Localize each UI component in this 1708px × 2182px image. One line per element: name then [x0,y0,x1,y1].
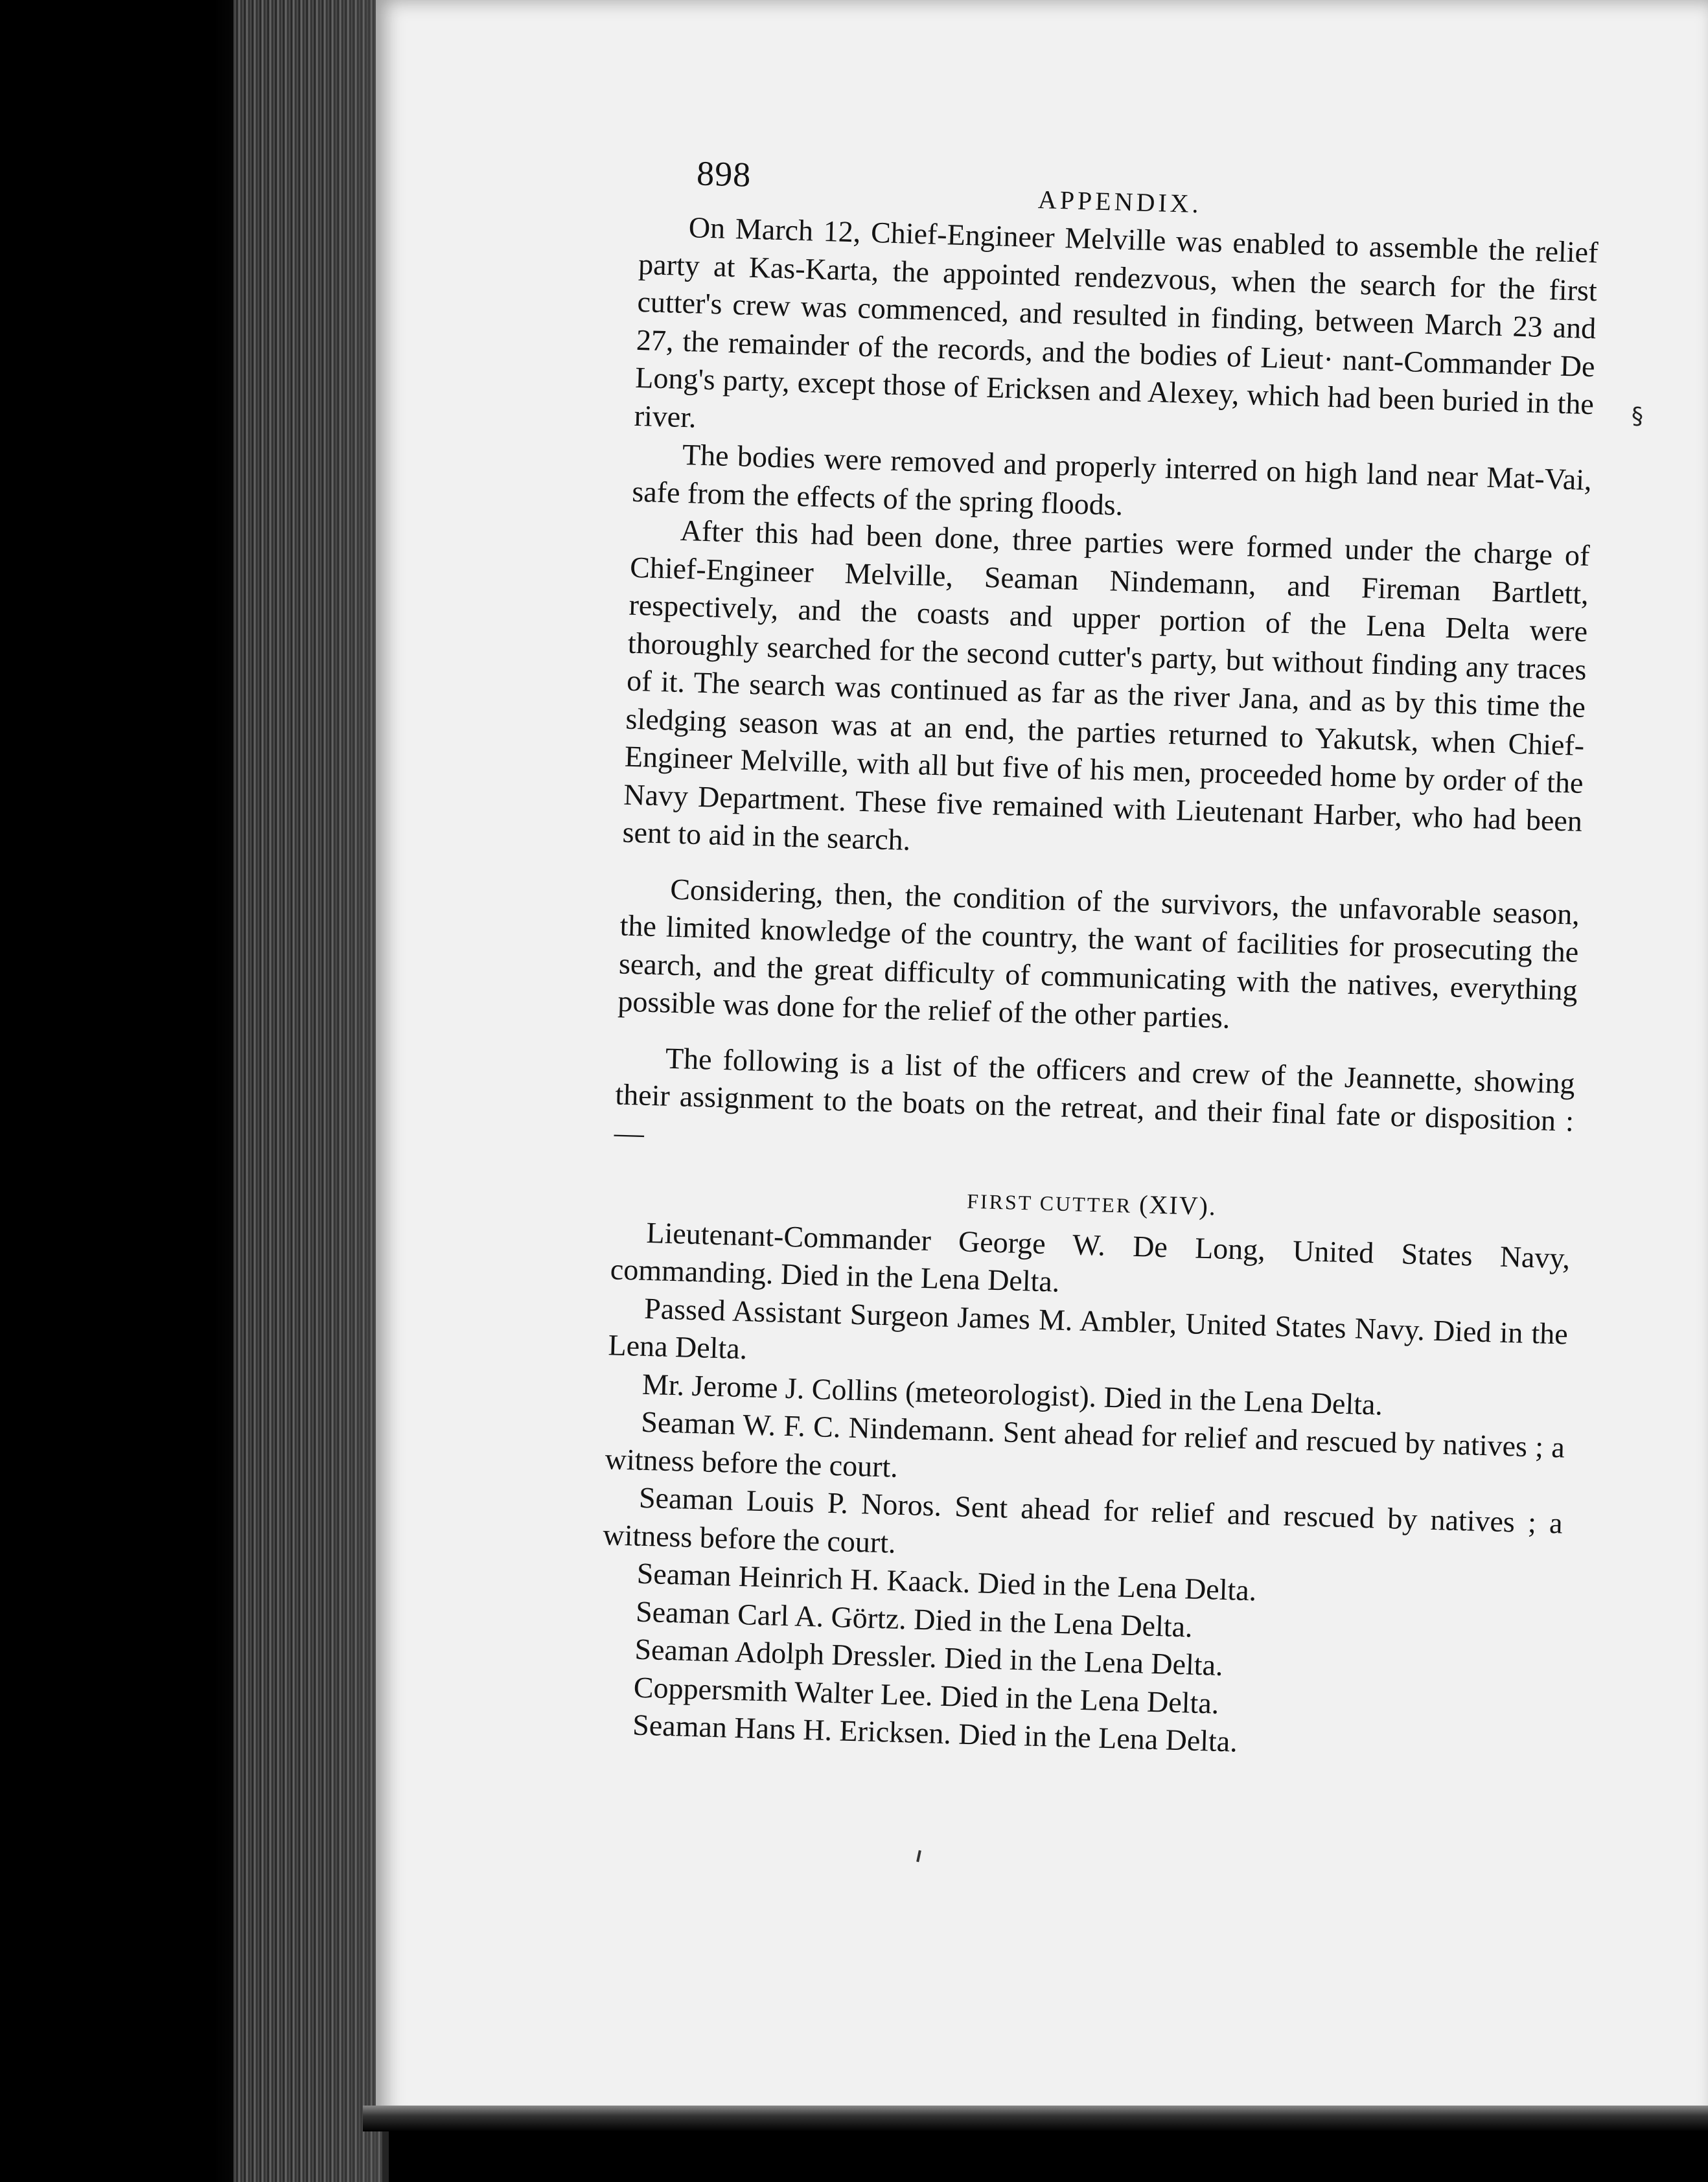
crew-entry: Mr. Jerome J. Collins (meteorologist). Died in the Lena Delta. [641,1367,1383,1421]
crew-entry: Seaman Heinrich H. Kaack. Died in the Lena Delta. [636,1556,1257,1607]
crew-entry: Seaman Louis P. Noros. Sent ahead for relief and rescued by natives ; a witness before the court. [602,1480,1564,1559]
paragraph-relief-party: On March 12, Chief-Engineer Melville was enabled to assemble the relief party at Kas-Karta, the appointed rendezvous, when the search for the first cutter's crew was commenced, and resulted in finding, between March 23 and 27, the remainder of the records, and the bodies of Lieut· nant-Commander De Long's party, except those of Ericksen and Alexey, which had been buried in the river. [634,211,1599,434]
crew-entry: Seaman Carl A. Görtz. Died in the Lena Delta. [635,1594,1194,1644]
book-page-edges [233,0,382,2182]
page-text [597,155,1600,1770]
running-head: APPENDIX. [1037,185,1203,219]
paragraph-bodies-interred: The bodies were removed and properly interred on high land near Mat-Vai, safe from the effects of the spring floods. [631,437,1593,522]
section-heading-numeral: (XIV). [1138,1189,1218,1221]
crew-entry: Seaman Adolph Dressler. Died in the Lena Delta. [634,1632,1224,1682]
crew-entry: Seaman W. F. C. Nindemann. Sent ahead for relief and rescued by natives ; a witness before the court. [605,1405,1565,1484]
crew-entry: Seaman Hans H. Ericksen. Died in the Lena Delta. [632,1708,1238,1758]
section-heading-title: FIRST CUTTER [966,1189,1133,1217]
crew-entry: Lieutenant-Commander George W. De Long, United States Navy, commanding. Died in the Lena Delta. [610,1215,1571,1298]
crew-entry: Coppersmith Walter Lee. Died in the Lena Delta. [633,1670,1220,1720]
paragraph-considering: Considering, then, the condition of the survivors, the unfavorable season, the limited knowledge of the country, the want of facilities for prosecuting the search, and the great difficulty of communicating with the natives, everything possible was done for the relief of the other parties. [617,872,1580,1035]
crew-list [597,1213,1571,1770]
paragraph-search-parties: After this had been done, three parties were formed under the charge of Chief-Engineer Melville, Seaman Nindemann, and Fireman Bartlett, respectively, and the coasts and upper portion of the Lena Delta were thoroughly searched for the second cutter's party, but without finding any traces of it. The search was continued as far as the river Jana, and as by this time the sledging season was at an end, the parties returned to Yakutsk, when Chief-Engineer Melville, with all but five of his men, proceeded home by order of the Navy Department. These five remained with Lieutenant Harber, who had been sent to aid in the search. [622,513,1591,856]
page-bottom-edge [363,2106,1708,2131]
crew-entry: Passed Assistant Surgeon James M. Ambler, United States Navy. Died in the Lena Delta. [608,1291,1569,1366]
page-number: 898 [696,154,752,194]
paragraph-crew-list-intro: The following is a list of the officers and crew of the Jeannette, showing their assignment to the boats on the retreat, and their final fate or disposition : — [614,1041,1576,1150]
margin-mark: § [1632,403,1643,430]
